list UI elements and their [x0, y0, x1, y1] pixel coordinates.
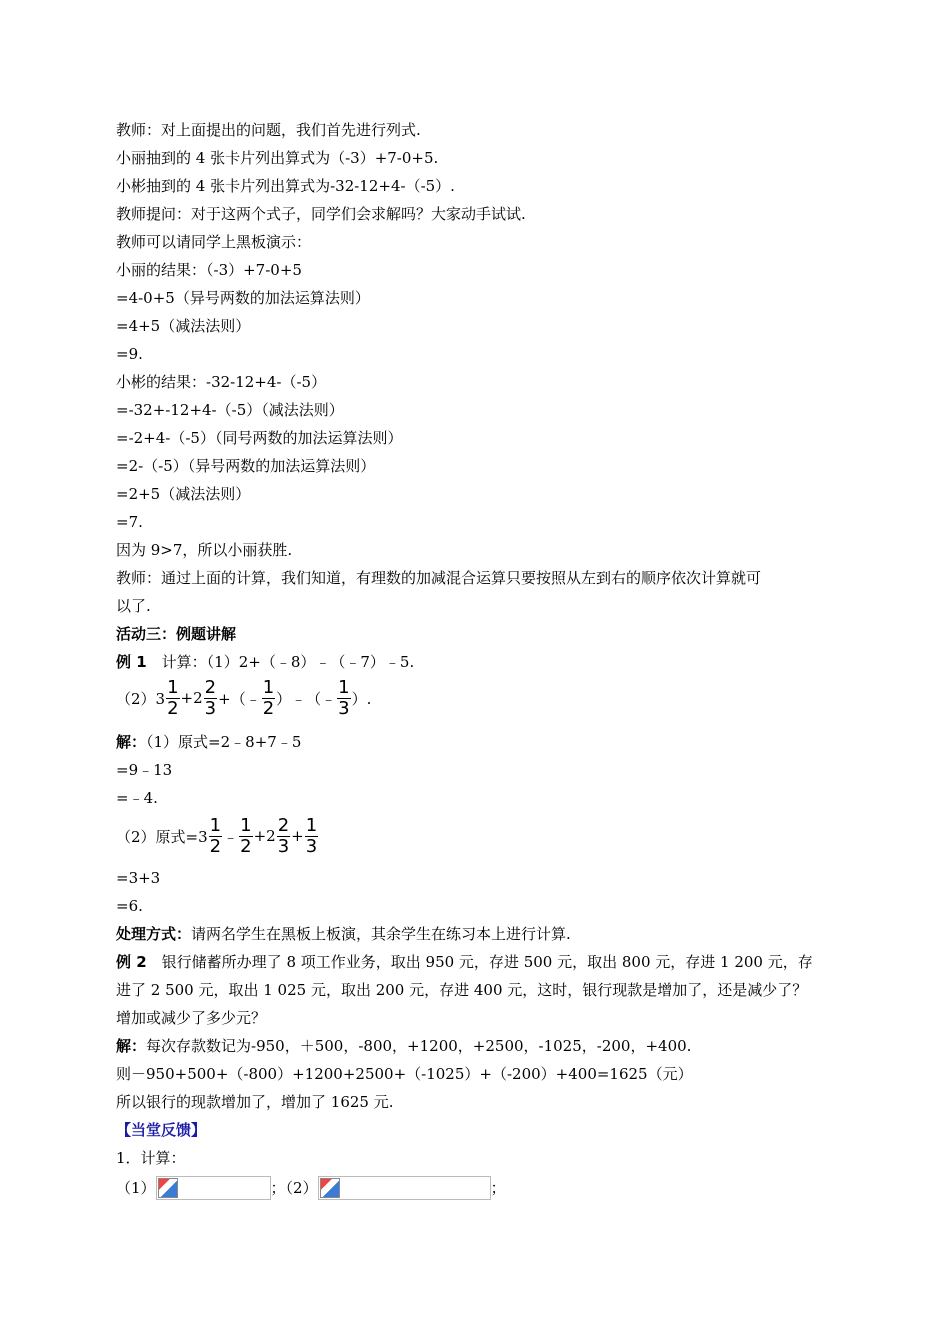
solution-text: （1）原式=2﹣8+7﹣5 — [146, 733, 302, 751]
example-1-part-2 — [116, 674, 371, 722]
solution-2 — [116, 812, 319, 860]
text-line: =4+5（减法法则） — [116, 317, 251, 335]
fraction — [337, 678, 350, 719]
numerator: 2 — [277, 814, 290, 836]
numerator: 1 — [167, 676, 179, 698]
broken-image-placeholder — [156, 1176, 271, 1200]
denominator: 3 — [338, 697, 350, 719]
denominator: 2 — [240, 835, 252, 857]
fraction — [209, 816, 222, 857]
text-line: =6. — [116, 897, 143, 915]
denominator: 2 — [209, 835, 222, 857]
numerator: 1 — [262, 676, 275, 698]
text-line: =9﹣13 — [116, 761, 173, 779]
text-line: =-32+-12+4-（-5）（减法法则） — [116, 401, 344, 419]
fraction — [305, 816, 318, 857]
example-2-solution — [116, 1036, 691, 1056]
example-label: 例 1 — [116, 653, 147, 671]
text-line: =4-0+5（异号两数的加法运算法则） — [116, 289, 370, 307]
example-2 — [116, 952, 813, 972]
example-text: 计算：（1）2+（﹣8）﹣（﹣7）﹣5. — [146, 653, 415, 671]
fraction — [239, 816, 252, 857]
solution-text: 每次存款数记为-950，＋500，-800，+1200，+2500，-1025，-200，+400. — [146, 1037, 692, 1055]
text-line: 所以银行的现款增加了，增加了 1625 元. — [116, 1093, 394, 1111]
fraction — [166, 678, 179, 719]
part-label: （1） — [116, 1179, 156, 1197]
text-line: =9. — [116, 345, 143, 363]
method-text: 请两名学生在黑板上板演，其余学生在练习本上进行计算. — [191, 925, 571, 943]
operator: +2 — [180, 689, 203, 707]
text-line: 教师提问：对于这两个式子，同学们会求解吗？大家动手试试. — [116, 205, 526, 223]
numerator: 1 — [240, 814, 252, 836]
question-1: 1．计算： — [116, 1149, 186, 1167]
solution-label: 解： — [116, 1037, 147, 1055]
text-line: 教师可以请同学上黑板演示： — [116, 233, 312, 251]
text-line: =3+3 — [116, 869, 161, 887]
text-line: 因为 9>7，所以小丽获胜. — [116, 541, 293, 559]
operator: ﹣ — [223, 827, 239, 846]
expr-prefix: （2）原式=3 — [116, 827, 208, 846]
method-label: 处理方式： — [116, 925, 192, 943]
text-line: 小丽抽到的 4 张卡片列出算式为（-3）+7-0+5. — [116, 149, 439, 167]
method-line — [116, 924, 571, 944]
denominator: 3 — [277, 835, 290, 857]
operator: ）﹣（﹣ — [276, 689, 337, 708]
solution-label: 解： — [116, 733, 147, 751]
numerator: 1 — [209, 814, 222, 836]
broken-image-placeholder — [318, 1176, 491, 1200]
image-icon — [320, 1178, 340, 1198]
end-mark: ； — [490, 1179, 506, 1197]
text-line: 则－950+500+（-800）+1200+2500+（-1025）+（-200）+400=1625（元） — [116, 1065, 693, 1083]
text-line: 以了. — [116, 597, 151, 615]
text-line: =2+5（减法法则） — [116, 485, 251, 503]
text-line: 增加或减少了多少元？ — [116, 1009, 267, 1027]
denominator: 2 — [262, 697, 275, 719]
fraction — [277, 816, 290, 857]
text-line: =-2+4-（-5）（同号两数的加法运算法则） — [116, 429, 403, 447]
text-line: =7. — [116, 513, 143, 531]
section-heading: 活动三：例题讲解 — [116, 625, 237, 643]
fraction — [204, 678, 217, 719]
text-line: 小彬的结果：-32-12+4-（-5） — [116, 373, 327, 391]
numerator: 2 — [204, 676, 217, 698]
text-line: 小丽的结果：（-3）+7-0+5 — [116, 261, 302, 279]
operator: ）. — [351, 689, 372, 708]
fraction — [262, 678, 275, 719]
text-line: 小彬抽到的 4 张卡片列出算式为-32-12+4-（-5）. — [116, 177, 455, 195]
numerator: 1 — [305, 814, 318, 836]
operator: +2 — [253, 827, 276, 845]
denominator: 3 — [204, 697, 217, 719]
text-line: 教师：对上面提出的问题，我们首先进行列式. — [116, 121, 421, 139]
solution-1 — [116, 732, 301, 752]
operator: +（﹣ — [218, 689, 261, 708]
example-1 — [116, 652, 414, 672]
numerator: 1 — [338, 676, 350, 698]
text-line: =﹣4. — [116, 789, 158, 807]
text-line: 进了 2 500 元，取出 1 025 元，取出 200 元，存进 400 元，这时，银行现款是增加了，还是减少了？ — [116, 981, 808, 999]
image-icon — [158, 1178, 178, 1198]
denominator: 2 — [167, 697, 179, 719]
operator: + — [291, 827, 304, 845]
expr-prefix: （2）3 — [116, 689, 166, 708]
example-text: 银行储蓄所办理了 8 项工作业务，取出 950 元，存进 500 元，取出 800 元，存进 1 200 元，存 — [146, 953, 813, 971]
example-label: 例 2 — [116, 953, 147, 971]
feedback-heading: 【当堂反馈】 — [116, 1121, 207, 1139]
separator: ；（2） — [270, 1179, 318, 1197]
question-1-parts — [116, 1175, 506, 1201]
text-line: =2-（-5）（异号两数的加法运算法则） — [116, 457, 376, 475]
text-line: 教师：通过上面的计算，我们知道，有理数的加减混合运算只要按照从左到右的顺序依次计算就可 — [116, 569, 762, 587]
denominator: 3 — [305, 835, 318, 857]
